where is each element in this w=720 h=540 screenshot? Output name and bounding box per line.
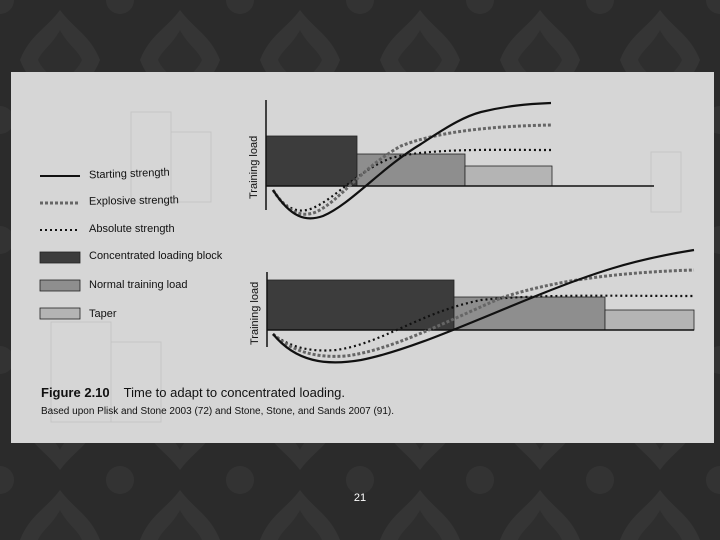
scanned-figure-page (11, 72, 714, 443)
legend-swatch-taper (40, 308, 80, 319)
legend-label-starting-strength: Starting strength (88, 166, 170, 182)
figure-number: Figure 2.10 (41, 385, 110, 400)
legend-swatch-concentrated-block (40, 252, 80, 263)
figure-source: Based upon Plisk and Stone 2003 (72) and Stone, Stone, and Sands 2007 (91). (41, 406, 395, 417)
bottom-concentrated-block (267, 280, 454, 330)
bottom-panel (267, 250, 694, 362)
legend-swatches (40, 176, 80, 319)
legend-label-concentrated-block: Concentrated loading block (89, 250, 223, 262)
figure-caption (41, 385, 345, 400)
slide-page-number: 21 (353, 492, 367, 504)
bottom-taper-block (605, 310, 694, 330)
legend-label-explosive-strength: Explosive strength (88, 194, 179, 208)
top-panel (266, 100, 654, 218)
top-taper-block (465, 166, 552, 186)
top-concentrated-block (266, 136, 357, 186)
legend-label-absolute-strength: Absolute strength (89, 223, 175, 235)
legend-swatch-normal-load (40, 280, 80, 291)
legend-label-normal-load: Normal training load (89, 279, 188, 291)
top-y-axis-label: Training load (248, 135, 260, 199)
top-normal-load-block (357, 154, 465, 186)
legend-label-taper: Taper (89, 308, 117, 320)
figure-title: Time to adapt to concentrated loading. (123, 385, 346, 400)
bottom-y-axis-label: Training load (249, 281, 261, 345)
